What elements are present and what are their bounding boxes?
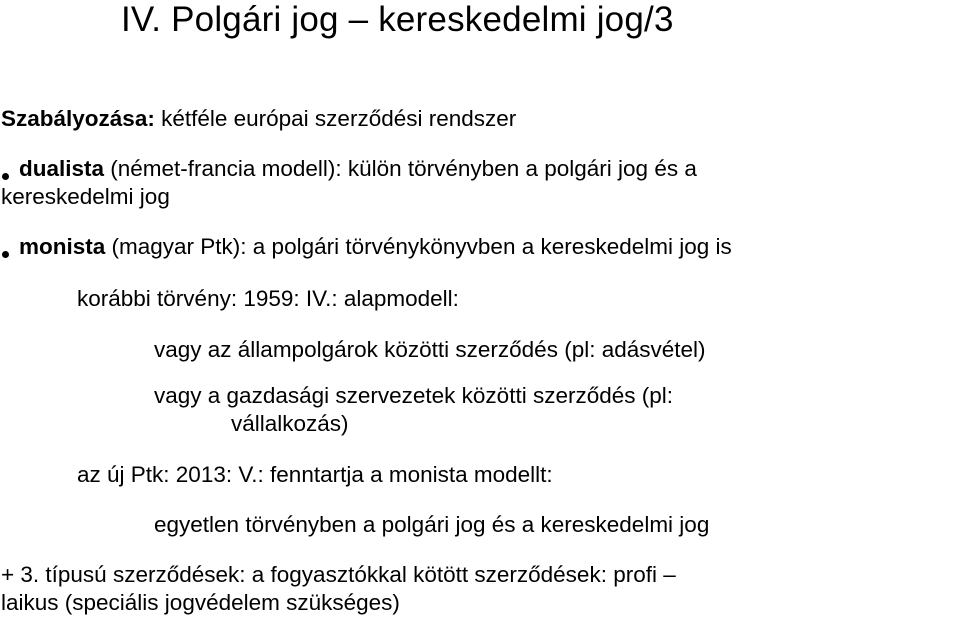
new-law-heading: az új Ptk: 2013: V.: fenntartja a monista modellt: bbox=[77, 462, 553, 487]
old-law-option: vagy az állampolgárok közötti szerződés (pl: adásvétel) bbox=[154, 337, 706, 362]
old-law-heading: korábbi törvény: 1959: IV.: alapmodell: bbox=[77, 286, 459, 311]
slide-title: IV. Polgári jog – kereskedelmi jog/3 bbox=[121, 0, 674, 39]
bullet-dot-icon bbox=[2, 173, 9, 180]
bullet-dualista-cont: kereskedelmi jog bbox=[1, 184, 170, 209]
bullet-term: dualista bbox=[19, 156, 105, 181]
intro-line bbox=[1, 106, 516, 132]
new-law-detail: egyetlen törvényben a polgári jog és a kereskedelmi jog bbox=[154, 512, 710, 537]
bullet-dualista bbox=[19, 156, 697, 182]
bullet-text: (német-francia modell): külön törvényben a polgári jog és a bbox=[104, 156, 697, 181]
intro-text: kétféle európai szerződési rendszer bbox=[154, 106, 517, 131]
old-law-option: vagy a gazdasági szervezetek közötti szerződés (pl: bbox=[154, 383, 674, 408]
third-type-line-cont: laikus (speciális jogvédelem szükséges) bbox=[1, 590, 400, 615]
intro-label: Szabályozása: bbox=[1, 106, 155, 131]
bullet-term: monista bbox=[19, 234, 106, 259]
third-type-line: + 3. típusú szerződések: a fogyasztókkal kötött szerződések: profi – bbox=[1, 562, 676, 587]
bullet-monista bbox=[19, 234, 732, 260]
old-law-option-cont: vállalkozás) bbox=[231, 411, 349, 436]
bullet-text: (magyar Ptk): a polgári törvénykönyvben a kereskedelmi jog is bbox=[105, 234, 732, 259]
bullet-dot-icon bbox=[2, 251, 9, 258]
